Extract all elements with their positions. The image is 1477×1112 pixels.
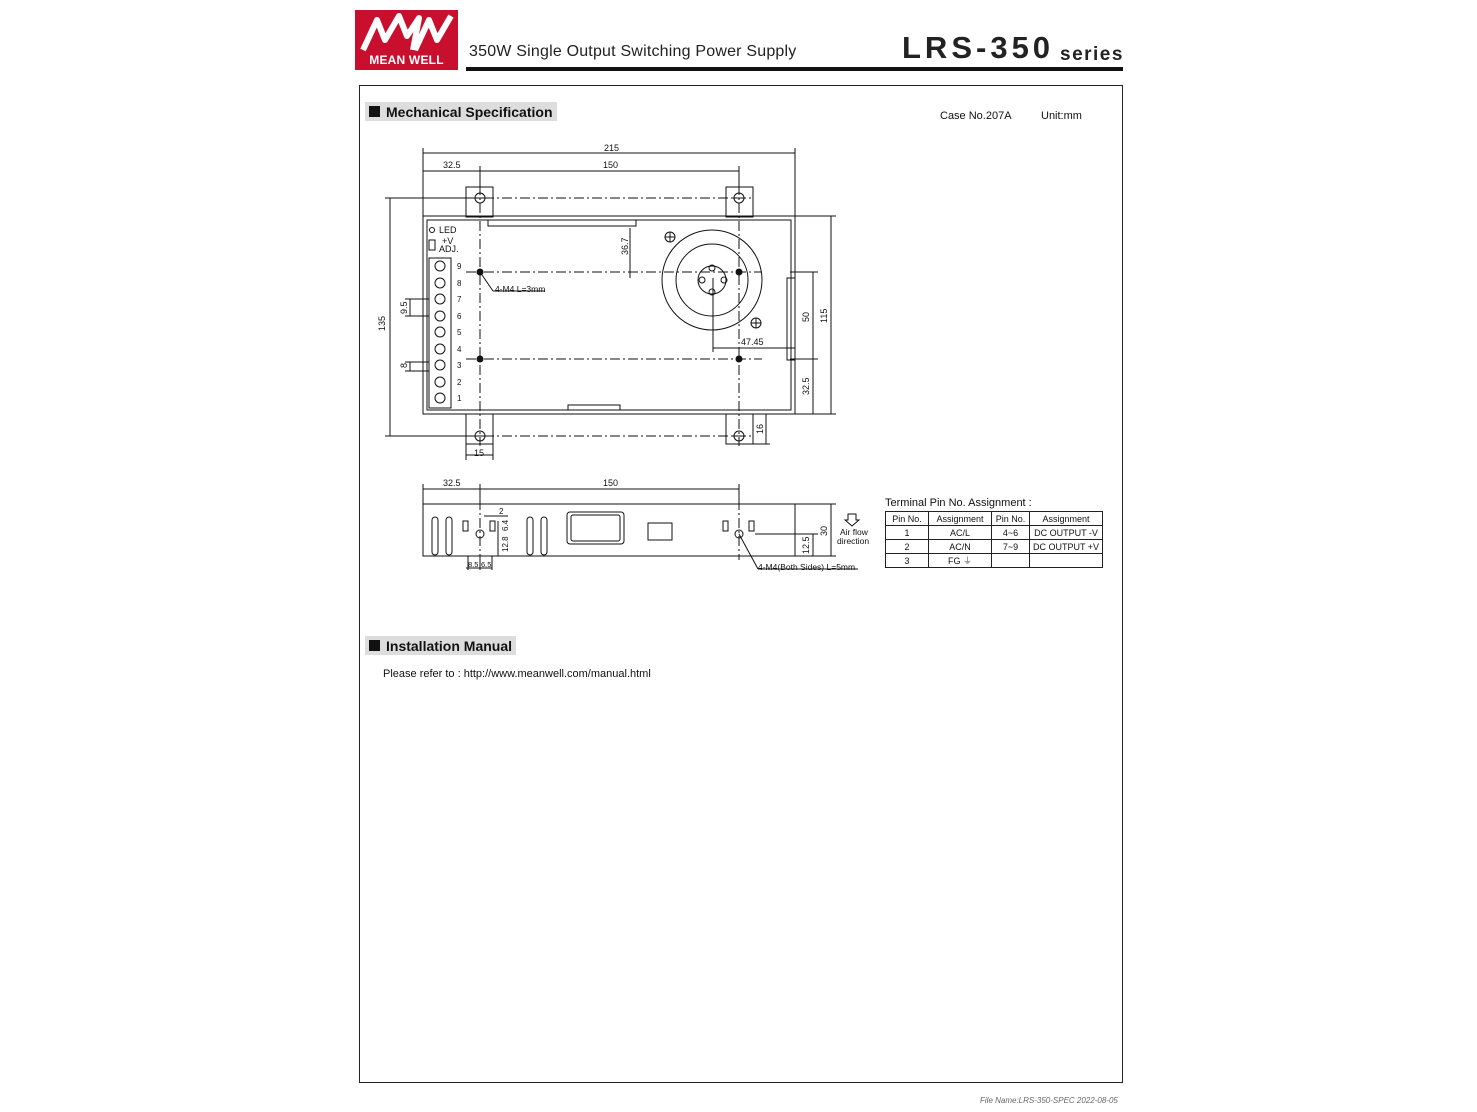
table-cell: 1 xyxy=(886,526,929,540)
side-dim-d1: 2 xyxy=(499,507,504,516)
table-row xyxy=(886,526,1103,540)
mount-note-top: 4-M4 L=3mm xyxy=(495,284,546,294)
side-dim-height: 30 xyxy=(819,525,829,536)
terminal-number: 2 xyxy=(457,378,462,387)
unit-label: Unit:mm xyxy=(1041,110,1082,122)
terminal-number: 7 xyxy=(457,295,462,304)
document-subtitle: 350W Single Output Switching Power Supply xyxy=(469,43,797,60)
side-dim-pitch: 150 xyxy=(603,478,619,488)
dim-hole-offset: 32.5 xyxy=(443,160,461,170)
side-dim-d3: 12.8 xyxy=(501,536,510,552)
dim-fan-horizontal: 47.45 xyxy=(741,337,764,347)
side-dim-offset: 32.5 xyxy=(443,478,461,488)
dim-overall-length: 215 xyxy=(604,143,620,153)
dim-fan-offset: 36.7 xyxy=(620,237,630,255)
terminal-number: 1 xyxy=(457,394,462,403)
vadj-label-2: ADJ. xyxy=(439,244,459,254)
table-cell: AC/L xyxy=(929,526,992,540)
installation-heading xyxy=(365,636,516,655)
dim-pin-width: 8 xyxy=(399,362,409,368)
table-header: Pin No. xyxy=(992,512,1030,526)
dim-hole-vertical: 50 xyxy=(801,311,811,322)
dim-pin-pitch: 9.5 xyxy=(399,301,409,314)
led-label: LED xyxy=(439,225,457,235)
table-header: Pin No. xyxy=(886,512,929,526)
airflow-label-2: direction xyxy=(837,536,870,546)
terminal-number: 3 xyxy=(457,361,462,370)
table-cell: 7~9 xyxy=(992,540,1030,554)
side-dim-d4: 8.5 xyxy=(468,560,479,569)
terminal-number: 6 xyxy=(457,312,462,321)
dim-tab-width: 15 xyxy=(474,448,485,458)
terminal-number: 5 xyxy=(457,328,462,337)
installation-heading-label: Installation Manual xyxy=(386,637,513,654)
table-cell: AC/N xyxy=(929,540,992,554)
table-row xyxy=(886,554,1103,568)
side-dim-d2: 6.4 xyxy=(501,519,510,531)
terminal-screws xyxy=(435,261,445,403)
table-header: Assignment xyxy=(929,512,992,526)
dim-height: 135 xyxy=(377,315,387,331)
terminal-table-title: Terminal Pin No. Assignment : xyxy=(885,497,1032,509)
terminal-numbers xyxy=(457,262,462,403)
side-dim-d5: 6.5 xyxy=(481,560,492,569)
bullet-square-icon xyxy=(369,640,380,651)
table-cell: DC OUTPUT -V xyxy=(1030,526,1103,540)
airflow-label-1: Air flow xyxy=(840,527,868,537)
table-cell xyxy=(1030,554,1103,568)
case-number: Case No.207A xyxy=(940,110,1012,122)
terminal-number: 8 xyxy=(457,279,462,288)
mechanical-heading-label: Mechanical Specification xyxy=(386,103,553,120)
vadj-label-1: +V xyxy=(442,236,454,246)
series-label: series xyxy=(1060,44,1124,65)
terminal-pin-table xyxy=(885,511,1103,568)
mount-note-side: 4-M4(Both Sides) L=5mm xyxy=(758,562,856,572)
manual-link[interactable]: Please refer to : http://www.meanwell.com/manual.html xyxy=(383,668,651,680)
table-cell xyxy=(992,554,1030,568)
table-cell: 4~6 xyxy=(992,526,1030,540)
terminal-number: 4 xyxy=(457,345,462,354)
terminal-number: 9 xyxy=(457,262,462,271)
table-row xyxy=(886,540,1103,554)
dim-bottom-offset: 32.5 xyxy=(801,377,811,395)
side-dim-hole-height: 12.5 xyxy=(801,536,811,554)
dim-inner-height: 115 xyxy=(819,308,829,323)
table-cell: FG ⏚ xyxy=(929,554,992,568)
brand-name: MEAN WELL xyxy=(369,53,444,67)
dim-tab-height: 16 xyxy=(755,423,765,434)
table-cell: 3 xyxy=(886,554,929,568)
table-cell: 2 xyxy=(886,540,929,554)
dim-hole-pitch: 150 xyxy=(603,160,619,170)
table-header: Assignment xyxy=(1030,512,1103,526)
table-header-row xyxy=(886,512,1103,526)
file-footer: File Name:LRS-350-SPEC 2022-08-05 xyxy=(980,1096,1118,1105)
table-cell: DC OUTPUT +V xyxy=(1030,540,1103,554)
model-name: LRS-350 xyxy=(902,30,1055,65)
